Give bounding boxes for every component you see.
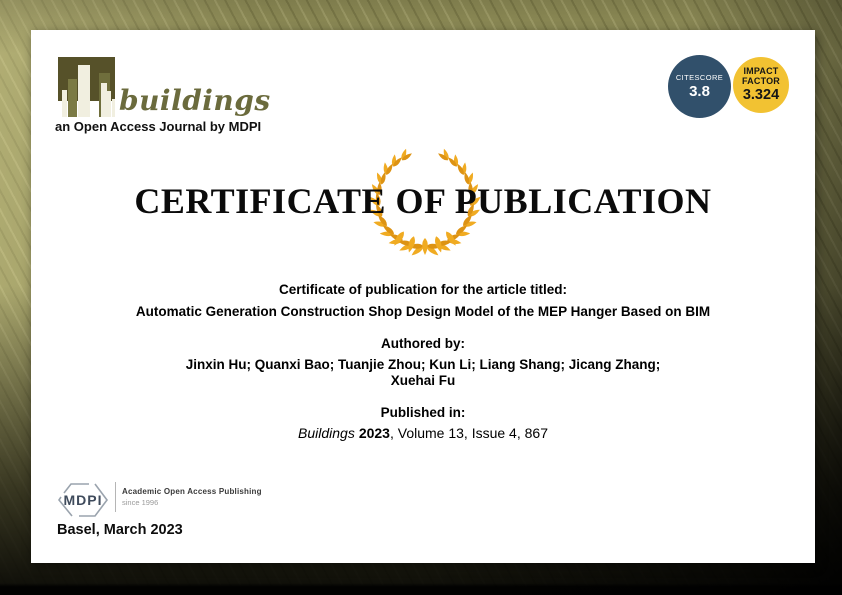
impact-factor-badge — [733, 57, 789, 113]
publisher-line-2: since 1996 — [122, 498, 159, 507]
intro-line: Certificate of publication for the article titled: — [278, 282, 568, 297]
impact-factor-value: 3.324 — [742, 87, 780, 104]
citescore-label: CITESCORE — [675, 73, 724, 82]
published-in-label: Published in: — [380, 405, 466, 420]
mdpi-hexagon-icon — [57, 480, 109, 520]
impact-factor-label: IMPACT FACTOR — [741, 65, 781, 86]
publication-journal-name: Buildings — [298, 425, 355, 441]
journal-wordmark: buildings — [119, 84, 271, 117]
publication-reference — [31, 426, 815, 442]
publication-volume-issue: , Volume 13, Issue 4, 867 — [389, 425, 548, 441]
authored-by-label: Authored by: — [381, 336, 465, 351]
article-title: Automatic Generation Construction Shop Design Model of the MEP Hanger Based on BIM — [135, 304, 711, 319]
certificate-card — [31, 30, 815, 563]
authors-line-2: Xuehai Fu — [390, 372, 456, 388]
buildings-logo-icon — [55, 57, 115, 117]
citescore-value: 3.8 — [689, 83, 710, 100]
publication-year: 2023 — [358, 425, 390, 441]
footer-divider — [115, 482, 116, 512]
publisher-block — [122, 487, 262, 507]
certificate-title: CERTIFICATE OF PUBLICATION — [134, 181, 712, 221]
mdpi-logo-text: MDPI — [63, 492, 103, 508]
place-date: Basel, March 2023 — [57, 522, 183, 538]
authors-line-1: Jinxin Hu; Quanxi Bao; Tuanjie Zhou; Kun Li; Liang Shang; Jicang Zhang; — [185, 357, 661, 372]
publisher-line-1: Academic Open Access Publishing — [122, 487, 262, 496]
citescore-badge — [668, 55, 731, 118]
authors-list — [31, 357, 815, 388]
journal-tagline: an Open Access Journal by MDPI — [55, 119, 262, 134]
